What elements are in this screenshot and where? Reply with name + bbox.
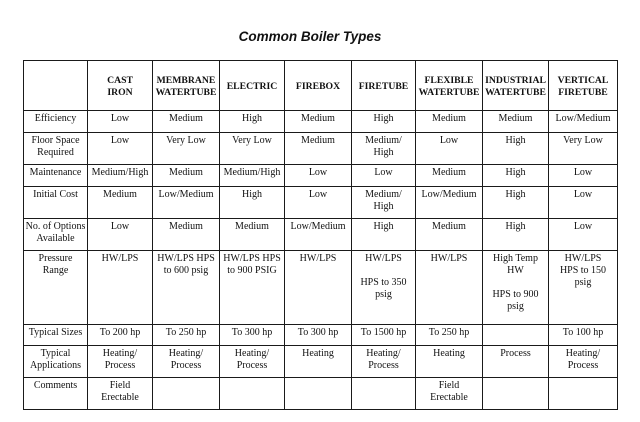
table-cell: HW/LPS	[285, 251, 352, 325]
table-cell: High	[483, 165, 549, 187]
row-label: Initial Cost	[24, 187, 88, 219]
column-header-cast-iron: CAST IRON	[88, 61, 153, 111]
table-cell: To 300 hp	[285, 325, 352, 346]
boiler-types-table	[23, 60, 618, 410]
table-cell: Heating	[416, 346, 483, 378]
table-cell: HW/LPS HPS to 900 PSIG	[220, 251, 285, 325]
table-cell: Low	[285, 165, 352, 187]
table-cell: To 100 hp	[549, 325, 618, 346]
table-cell: To 200 hp	[88, 325, 153, 346]
table-cell: Medium	[416, 165, 483, 187]
table-cell: Medium	[416, 111, 483, 133]
table-cell: Low	[352, 165, 416, 187]
table-cell: HW/LPS	[88, 251, 153, 325]
page-title: Common Boiler Types	[238, 29, 382, 44]
table-row	[24, 219, 618, 251]
table-cell: Heating/ Process	[88, 346, 153, 378]
table-row	[24, 378, 618, 410]
table-cell: Medium	[285, 111, 352, 133]
row-label: No. of Options Available	[24, 219, 88, 251]
table-cell: Low	[416, 133, 483, 165]
table-cell: Very Low	[153, 133, 220, 165]
table-cell: To 250 hp	[153, 325, 220, 346]
row-label: Maintenance	[24, 165, 88, 187]
table-cell	[483, 378, 549, 410]
table-cell: High	[483, 133, 549, 165]
column-header-industrial-watertube: INDUSTRIAL WATERTUBE	[483, 61, 549, 111]
table-cell: Low/Medium	[416, 187, 483, 219]
column-header-membrane-watertube: MEMBRANE WATERTUBE	[153, 61, 220, 111]
header-row	[24, 61, 618, 111]
table-cell: Medium/ High	[352, 187, 416, 219]
table-cell	[153, 378, 220, 410]
row-label: Typical Applications	[24, 346, 88, 378]
table-cell: To 250 hp	[416, 325, 483, 346]
table-row	[24, 187, 618, 219]
table-cell: Medium	[483, 111, 549, 133]
table-cell: Low	[88, 133, 153, 165]
table-cell: HW/LPS	[416, 251, 483, 325]
table-cell: Low	[88, 219, 153, 251]
table-cell: To 300 hp	[220, 325, 285, 346]
column-header-electric: ELECTRIC	[220, 61, 285, 111]
table-row	[24, 133, 618, 165]
table-cell: Low	[88, 111, 153, 133]
table-row	[24, 251, 618, 325]
table-cell: Low/Medium	[153, 187, 220, 219]
table-cell: HW/LPS HPS to 150 psig	[549, 251, 618, 325]
table-row	[24, 346, 618, 378]
table-cell: Low/Medium	[549, 111, 618, 133]
table-cell: Medium	[88, 187, 153, 219]
column-header-flexible-watertube: FLEXIBLE WATERTUBE	[416, 61, 483, 111]
table-cell: High	[483, 219, 549, 251]
table-cell: Process	[483, 346, 549, 378]
row-label: Comments	[24, 378, 88, 410]
table-cell: Very Low	[549, 133, 618, 165]
table-body	[24, 111, 618, 410]
table-cell: Medium/High	[220, 165, 285, 187]
table-cell: Medium	[153, 165, 220, 187]
table-row	[24, 111, 618, 133]
table-cell: Low	[549, 219, 618, 251]
table-cell: Medium	[153, 111, 220, 133]
table-cell: HW/LPS HPS to 350 psig	[352, 251, 416, 325]
corner-cell	[24, 61, 88, 111]
table-cell: Low	[549, 187, 618, 219]
table-cell: High	[483, 187, 549, 219]
table-cell: Low/Medium	[285, 219, 352, 251]
table-cell: High	[352, 111, 416, 133]
table-cell	[220, 378, 285, 410]
table-cell: Medium	[220, 219, 285, 251]
row-label: Efficiency	[24, 111, 88, 133]
column-header-vertical-firetube: VERTICAL FIRETUBE	[549, 61, 618, 111]
table-cell: Heating	[285, 346, 352, 378]
table-cell: Low	[285, 187, 352, 219]
table-cell	[352, 378, 416, 410]
table-cell: High	[220, 187, 285, 219]
table-cell: Very Low	[220, 133, 285, 165]
table-cell: Field Erectable	[416, 378, 483, 410]
table-cell: High	[352, 219, 416, 251]
row-label: Pressure Range	[24, 251, 88, 325]
table-cell	[483, 325, 549, 346]
table-cell: High Temp HW HPS to 900 psig	[483, 251, 549, 325]
table-cell	[285, 378, 352, 410]
table-row	[24, 165, 618, 187]
table-row	[24, 325, 618, 346]
table-cell: Medium	[416, 219, 483, 251]
table-cell: Heating/ Process	[352, 346, 416, 378]
row-label: Typical Sizes	[24, 325, 88, 346]
table-cell: Heating/ Process	[549, 346, 618, 378]
table-cell: Medium/ High	[352, 133, 416, 165]
row-label: Floor Space Required	[24, 133, 88, 165]
table-cell: Medium	[285, 133, 352, 165]
table-cell	[549, 378, 618, 410]
column-header-firetube: FIRETUBE	[352, 61, 416, 111]
table-cell: HW/LPS HPS to 600 psig	[153, 251, 220, 325]
table-cell: To 1500 hp	[352, 325, 416, 346]
table-cell: Medium/High	[88, 165, 153, 187]
table-cell: High	[220, 111, 285, 133]
table-cell: Low	[549, 165, 618, 187]
table-cell: Field Erectable	[88, 378, 153, 410]
table-cell: Heating/ Process	[153, 346, 220, 378]
table-cell: Heating/ Process	[220, 346, 285, 378]
column-header-firebox: FIREBOX	[285, 61, 352, 111]
table-cell: Medium	[153, 219, 220, 251]
